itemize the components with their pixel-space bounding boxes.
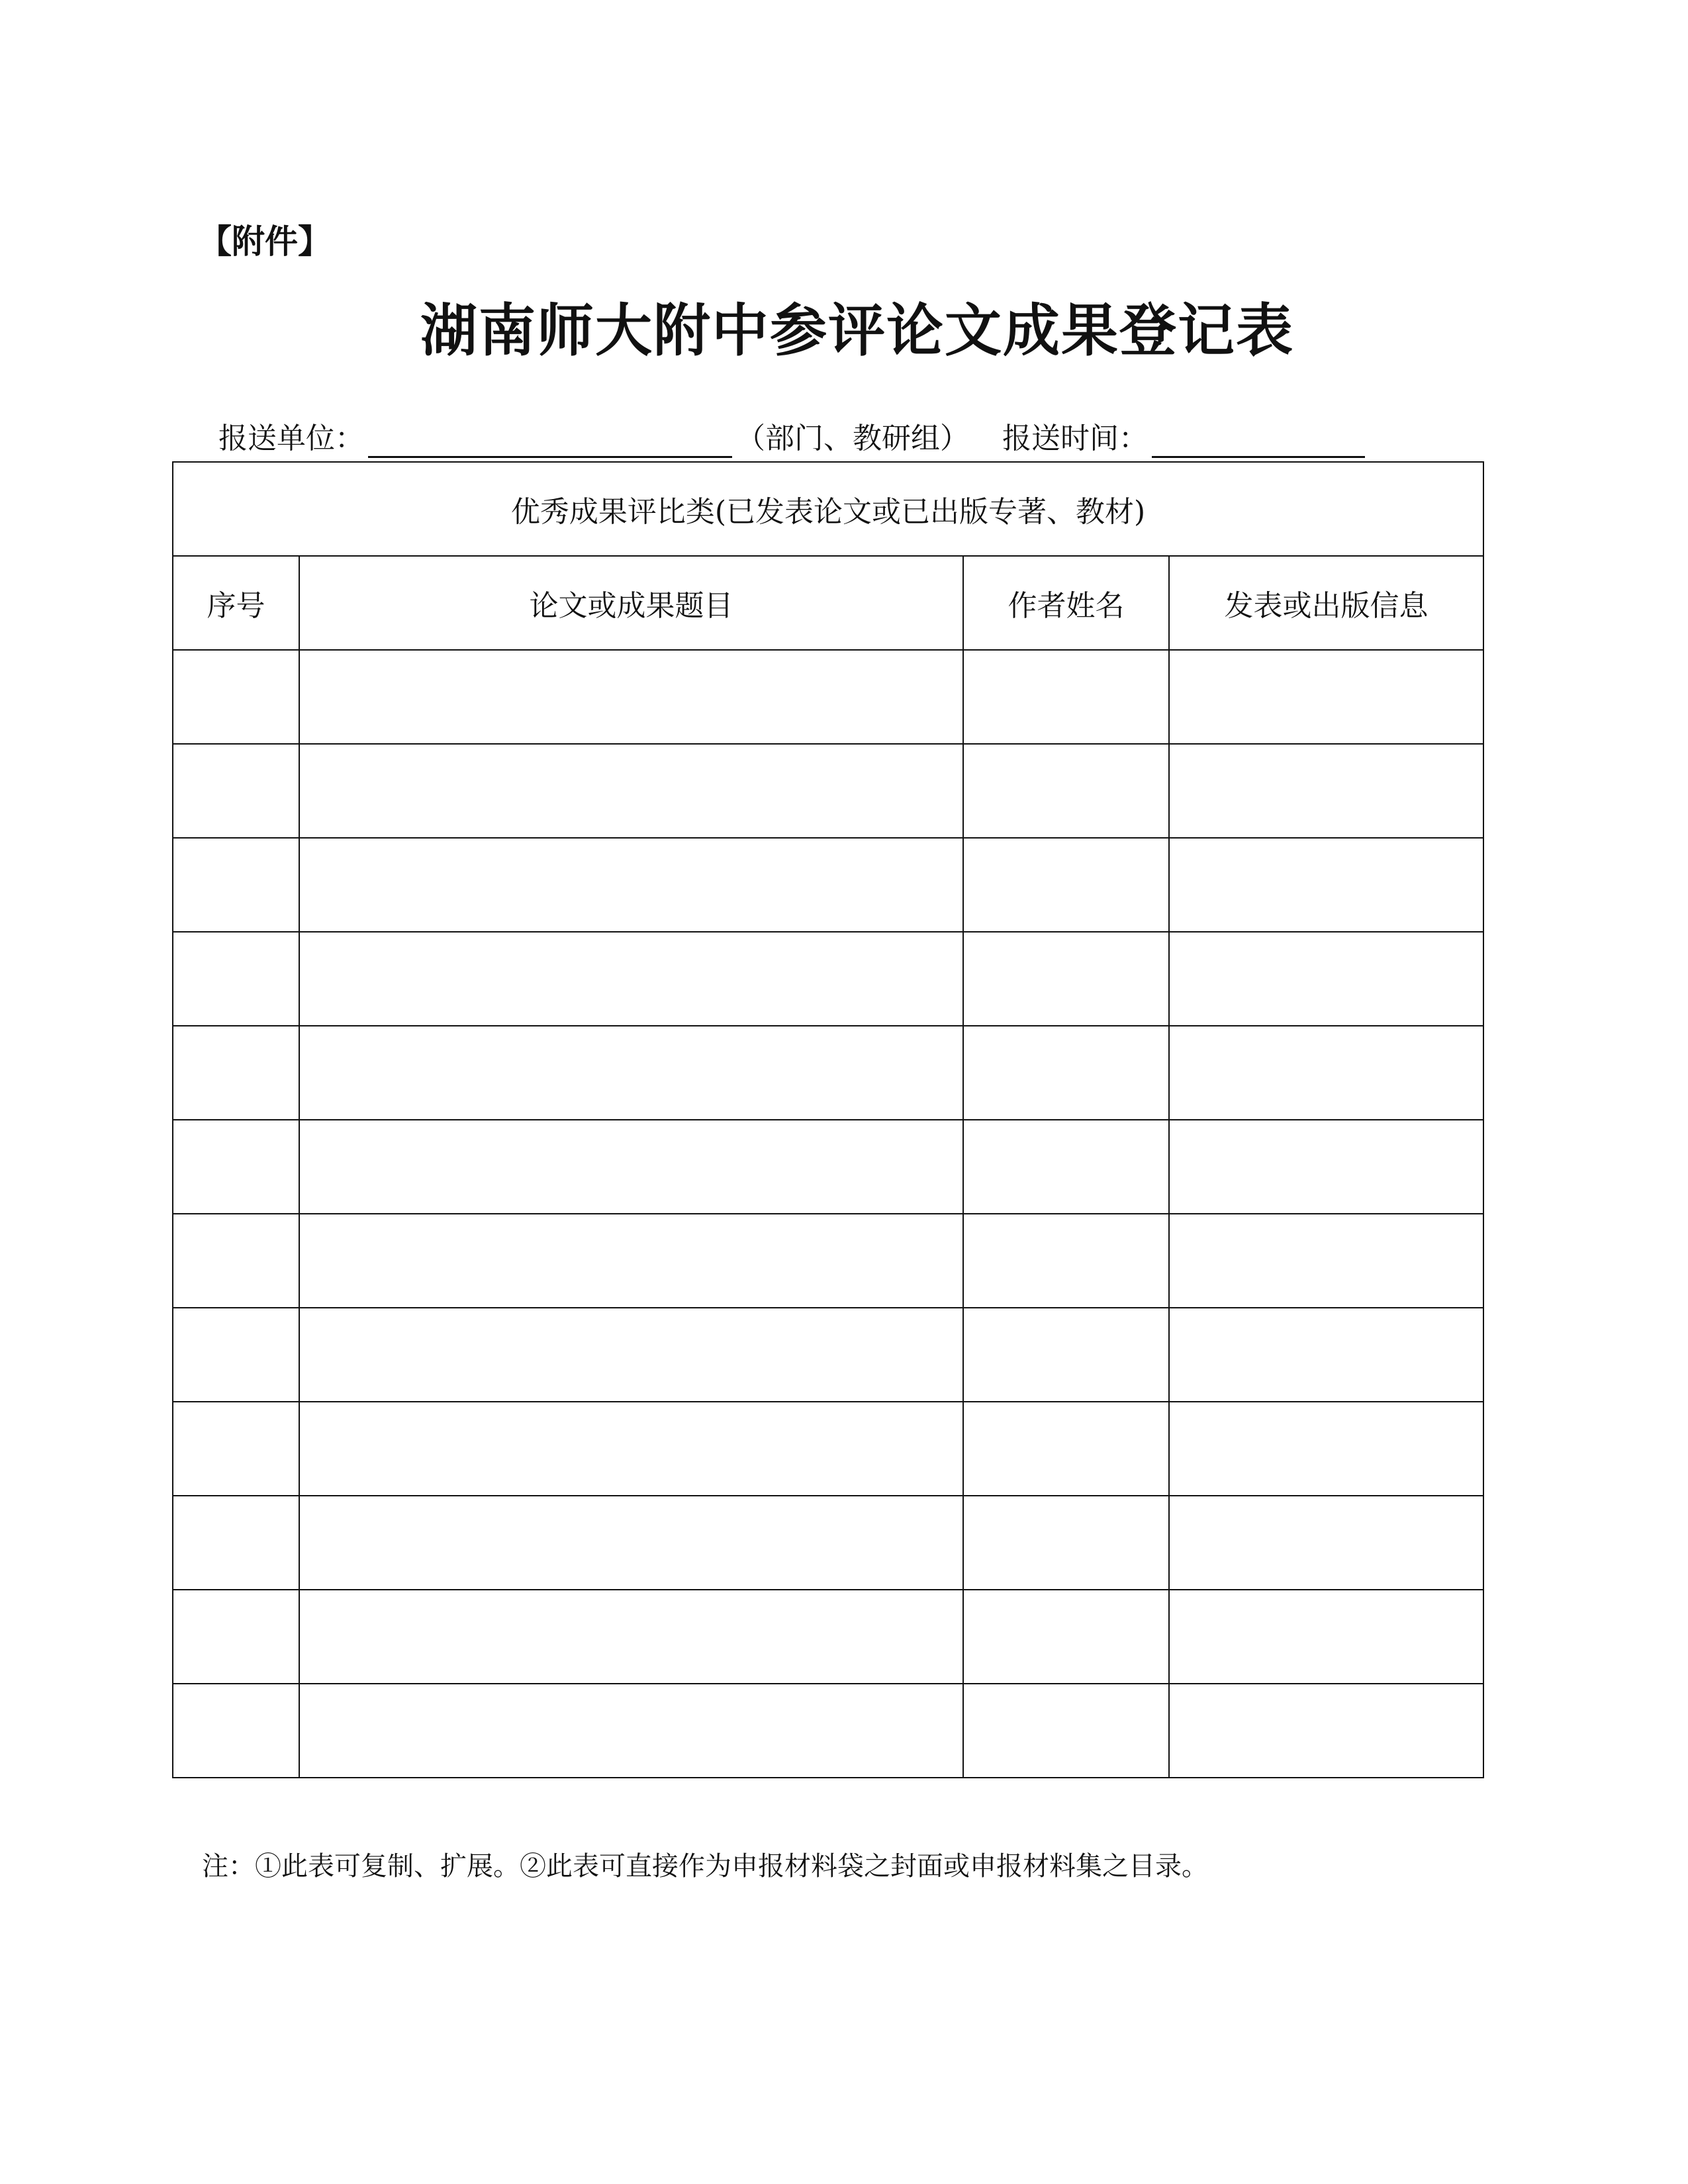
cell-author[interactable]: [963, 932, 1169, 1026]
category-cell: 优秀成果评比类(已发表论文或已出版专著、教材): [173, 462, 1483, 556]
cell-index[interactable]: [173, 1120, 299, 1214]
table-row: [173, 1214, 1483, 1308]
cell-publication[interactable]: [1169, 1402, 1483, 1496]
cell-title[interactable]: [299, 744, 963, 838]
cell-author[interactable]: [963, 1026, 1169, 1120]
cell-index[interactable]: [173, 650, 299, 744]
cell-index[interactable]: [173, 1684, 299, 1778]
table-row: [173, 932, 1483, 1026]
cell-index[interactable]: [173, 1214, 299, 1308]
cell-author[interactable]: [963, 1684, 1169, 1778]
cell-author[interactable]: [963, 1120, 1169, 1214]
cell-index[interactable]: [173, 744, 299, 838]
header-cell-title: 论文或成果题目: [299, 556, 963, 650]
cell-publication[interactable]: [1169, 1214, 1483, 1308]
cell-author[interactable]: [963, 1308, 1169, 1402]
cell-author[interactable]: [963, 1496, 1169, 1590]
cell-title[interactable]: [299, 1120, 963, 1214]
table-row: [173, 1402, 1483, 1496]
cell-publication[interactable]: [1169, 1308, 1483, 1402]
cell-author[interactable]: [963, 838, 1169, 932]
cell-index[interactable]: [173, 1590, 299, 1684]
cell-author[interactable]: [963, 744, 1169, 838]
cell-publication[interactable]: [1169, 744, 1483, 838]
cell-publication[interactable]: [1169, 932, 1483, 1026]
cell-publication[interactable]: [1169, 1590, 1483, 1684]
cell-title[interactable]: [299, 650, 963, 744]
cell-publication[interactable]: [1169, 1496, 1483, 1590]
cell-index[interactable]: [173, 1402, 299, 1496]
cell-author[interactable]: [963, 650, 1169, 744]
cell-index[interactable]: [173, 838, 299, 932]
submit-unit-field[interactable]: [368, 416, 732, 458]
table-row: [173, 650, 1483, 744]
cell-author[interactable]: [963, 1214, 1169, 1308]
table-row: [173, 1308, 1483, 1402]
cell-author[interactable]: [963, 1402, 1169, 1496]
cell-title[interactable]: [299, 838, 963, 932]
table-row: [173, 838, 1483, 932]
attachment-label: 【附件】: [199, 222, 331, 261]
page-title: 湖南师大附中参评论文成果登记表: [420, 297, 1294, 364]
cell-index[interactable]: [173, 932, 299, 1026]
submit-time-field[interactable]: [1152, 416, 1365, 458]
cell-title[interactable]: [299, 1684, 963, 1778]
registration-table: [172, 461, 1484, 1778]
cell-title[interactable]: [299, 1590, 963, 1684]
submit-unit-suffix: （部门、教研组）: [736, 422, 969, 455]
cell-index[interactable]: [173, 1026, 299, 1120]
cell-publication[interactable]: [1169, 838, 1483, 932]
cell-index[interactable]: [173, 1308, 299, 1402]
table-row: [173, 1026, 1483, 1120]
table-row: [173, 1120, 1483, 1214]
cell-title[interactable]: [299, 932, 963, 1026]
submit-info-line: [218, 416, 1365, 462]
cell-title[interactable]: [299, 1308, 963, 1402]
cell-title[interactable]: [299, 1026, 963, 1120]
cell-title[interactable]: [299, 1214, 963, 1308]
table-row: [173, 744, 1483, 838]
cell-publication[interactable]: [1169, 1026, 1483, 1120]
header-cell-author: 作者姓名: [963, 556, 1169, 650]
table-row: [173, 1590, 1483, 1684]
header-cell-publication: 发表或出版信息: [1169, 556, 1483, 650]
cell-title[interactable]: [299, 1496, 963, 1590]
cell-index[interactable]: [173, 1496, 299, 1590]
footnote: 注：①此表可复制、扩展。②此表可直接作为申报材料袋之封面或申报材料集之目录。: [202, 1851, 1208, 1882]
cell-publication[interactable]: [1169, 1120, 1483, 1214]
category-row: [173, 462, 1483, 556]
table-row: [173, 1684, 1483, 1778]
header-row: [173, 556, 1483, 650]
cell-publication[interactable]: [1169, 650, 1483, 744]
table-row: [173, 1496, 1483, 1590]
submit-time-label: 报送时间：: [1002, 422, 1148, 455]
cell-author[interactable]: [963, 1590, 1169, 1684]
cell-title[interactable]: [299, 1402, 963, 1496]
header-cell-index: 序号: [173, 556, 299, 650]
submit-unit-label: 报送单位：: [218, 422, 364, 455]
cell-publication[interactable]: [1169, 1684, 1483, 1778]
